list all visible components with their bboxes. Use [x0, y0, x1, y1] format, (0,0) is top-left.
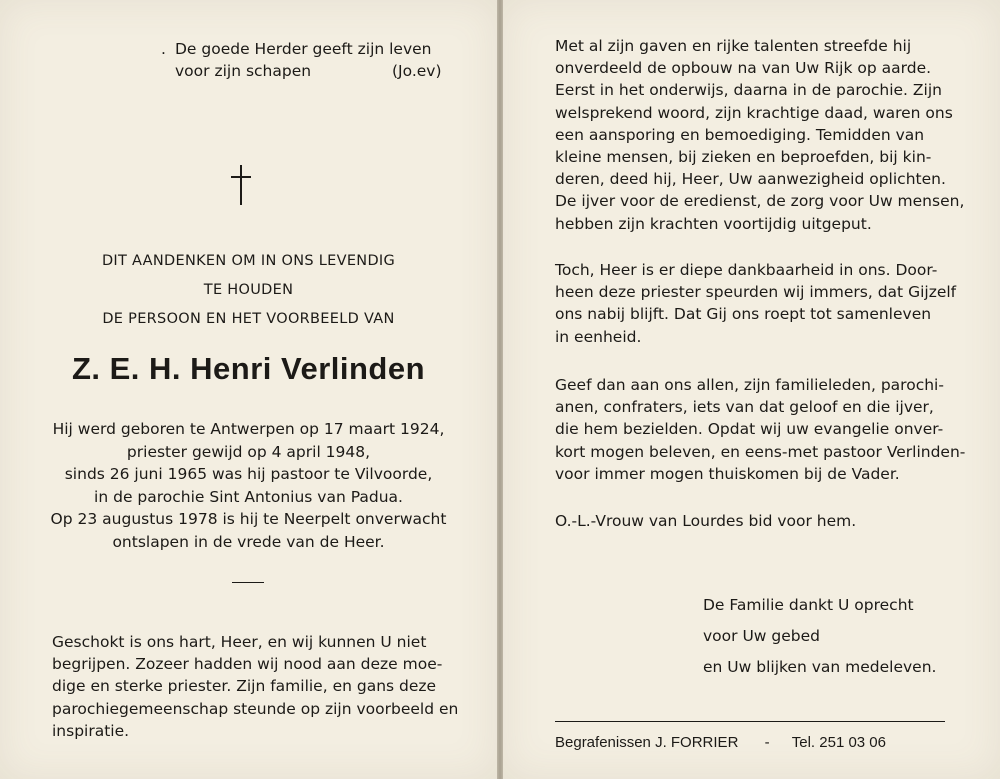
paragraph-line: anen, confraters, iets van dat geloof en die ijver, — [555, 398, 934, 417]
paragraph-line: die hem bezielden. Opdat wij uw evangelie onver- — [555, 420, 944, 439]
motto-bullet: . — [161, 40, 166, 58]
biography-line: Hij werd geboren te Antwerpen op 17 maart 1924, — [52, 420, 445, 438]
biography-line: sinds 26 juni 1965 was hij pastoor te Vilvoorde, — [64, 465, 433, 483]
footer-dash: - — [764, 734, 770, 751]
left-paragraph — [52, 631, 458, 742]
biography-line: ontslapen in de vrede van de Heer. — [112, 532, 385, 551]
motto-line: De goede Herder geeft zijn leven — [175, 40, 432, 58]
family-thanks — [703, 590, 936, 683]
cross-icon — [240, 165, 242, 205]
biography — [0, 418, 497, 553]
motto — [161, 38, 442, 82]
paragraph-line: Toch, Heer is er diepe dankbaarheid in ons. Door- — [555, 261, 938, 279]
paragraph-line: ons nabij blijft. Dat Gij ons roept tot samenleven — [555, 305, 932, 324]
paragraph-line: heen deze priester speurden wij immers, dat Gijzelf — [555, 283, 957, 302]
thanks-line: en Uw blijken van medeleven. — [703, 658, 937, 676]
paragraph-line: deren, deed hij, Heer, Uw aanwezigheid oplichten. — [555, 170, 946, 189]
paragraph-line: De ijver voor de eredienst, de zorg voor Uw mensen, — [555, 192, 965, 211]
thanks-line: voor Uw gebed — [703, 627, 820, 645]
paragraph-line: dige en sterke priester. Zijn familie, en gans deze — [52, 677, 437, 696]
paragraph-line: Geef dan aan ons allen, zijn familieleden, parochi- — [555, 376, 944, 394]
funeral-home-footer — [555, 733, 950, 753]
paragraph-line: inspiratie. — [52, 721, 130, 740]
deceased-name: Z. E. H. Henri Verlinden — [71, 351, 426, 386]
paragraph-line: begrijpen. Zozeer hadden wij nood aan deze moe- — [52, 655, 443, 674]
paragraph-line: voor immer mogen thuiskomen bij de Vader. — [555, 464, 900, 483]
paragraph-line: in eenheid. — [555, 327, 642, 346]
biography-line: in de parochie Sint Antonius van Padua. — [94, 487, 403, 506]
funeral-home-phone: Tel. 251 03 06 — [791, 734, 886, 751]
paragraph-line: een aansporing en bemoediging. Temidden van — [555, 125, 925, 144]
paragraph-line: Met al zijn gaven en rijke talenten streefde hij — [555, 37, 912, 55]
funeral-home-name: Begrafenissen J. FORRIER — [555, 734, 739, 751]
left-panel — [0, 0, 497, 779]
paragraph-line: Geschokt is ons hart, Heer, en wij kunnen U niet — [52, 633, 427, 651]
paragraph-line: kort mogen beleven, en eens-met pastoor Verlinden- — [555, 442, 966, 461]
thanks-line: De Familie dankt U oprecht — [703, 596, 914, 614]
biography-line: Op 23 augustus 1978 is hij te Neerpelt onverwacht — [50, 510, 447, 528]
right-paragraph-2 — [555, 259, 956, 348]
paragraph-line: hebben zijn krachten voortijdig uitgeput. — [555, 214, 872, 233]
memorial-line: DIT AANDENKEN OM IN ONS LEVENDIG — [101, 253, 396, 269]
right-paragraph-1 — [555, 35, 964, 235]
paragraph-line: Eerst in het onderwijs, daarna in de parochie. Zijn — [555, 81, 942, 100]
paragraph-line: onverdeeld de opbouw na van Uw Rijk op aarde. — [555, 59, 932, 78]
paragraph-line: kleine mensen, bij zieken en beproefden, bij kin- — [555, 147, 932, 166]
memorial-line: DE PERSOON EN HET VOORBEELD VAN — [102, 311, 395, 327]
motto-source: (Jo.ev) — [392, 62, 442, 80]
footer-divider — [555, 721, 945, 722]
memorial-line: TE HOUDEN — [203, 282, 294, 298]
memorial-heading — [0, 247, 497, 334]
motto-line: voor zijn schapen — [175, 62, 312, 80]
prayer-line: O.-L.-Vrouw van Lourdes bid voor hem. — [555, 512, 857, 530]
divider — [232, 582, 264, 583]
paragraph-line: welsprekend woord, zijn krachtige daad, waren ons — [555, 103, 953, 122]
right-paragraph-3 — [555, 374, 965, 485]
biography-line: priester gewijd op 4 april 1948, — [126, 442, 371, 461]
paragraph-line: parochiegemeenschap steunde op zijn voorbeeld en — [52, 699, 459, 718]
